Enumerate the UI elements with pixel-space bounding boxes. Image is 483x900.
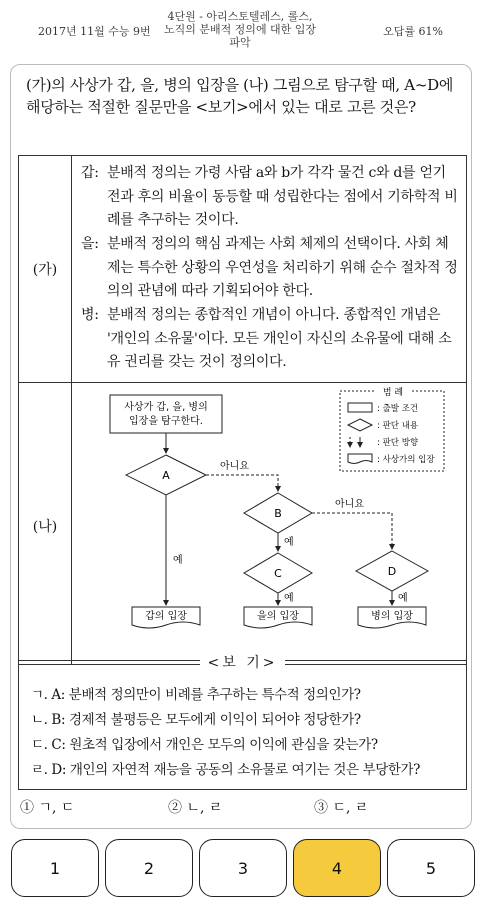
no-label: 아니요 [220, 461, 249, 472]
node-b-label: B [274, 507, 282, 520]
answer-button-2[interactable]: 2 [105, 839, 193, 897]
yes-label: 예 [398, 593, 408, 604]
unit-title-line: 4단원 - 아리스토텔레스, 롤스, [167, 10, 313, 23]
answer-button-4[interactable]: 4 [293, 839, 381, 897]
bogi-box [18, 655, 467, 790]
legend-dir-label: : 판단 방향 [377, 438, 419, 448]
result-eul-label: 을의 입장 [257, 611, 299, 622]
error-rate: 오답률 61% [383, 25, 443, 38]
speaker-label: 을: [81, 236, 99, 252]
bogi-item: ㄴ. B: 경제적 불평등은 모두에게 이익이 되어야 정당한가? [31, 712, 361, 728]
no-label: 아니요 [335, 499, 364, 510]
question-text: (가)의 사상가 갑, 을, 병의 입장을 (나) 그림으로 탐구할 때, A~D에 해당하는 적절한 질문만을 <보기>에서 있는 대로 고른 것은? [26, 76, 454, 116]
statement-eul [81, 233, 461, 304]
yes-label: 예 [173, 555, 183, 566]
statement-text: 분배적 정의는 가령 사람 a와 b가 각각 물건 c와 d를 얻기 전과 후의 비율이 동등할 때 성립한다는 점에서 기하학적 비례를 추구하는 것이다. [107, 165, 458, 228]
start-text-1: 사상가 갑, 을, 병의 [124, 402, 208, 413]
answer-button-3[interactable]: 3 [199, 839, 287, 897]
header-bar [0, 0, 483, 60]
yes-label: 예 [284, 593, 294, 604]
label-na: (나) [32, 519, 58, 535]
label-ga: (가) [32, 262, 58, 278]
statement-text: 분배적 정의는 종합적인 개념이 아니다. 종합적인 개념은 '개인의 소유물'이다. 모든 개인이 자신의 소유물에 대해 소유 권리를 갖는 것이 정의이다. [107, 307, 452, 370]
legend-judge-label: : 판단 내용 [377, 421, 419, 431]
unit-title [150, 10, 330, 49]
arrow [206, 475, 278, 491]
passage-box [18, 155, 467, 665]
statement-gap [81, 162, 461, 233]
bogi-item: ㄹ. D: 개인의 자연적 재능을 공동의 소유물로 여기는 것은 부당한가? [31, 762, 420, 778]
unit-title-line: 노직의 분배적 정의에 대한 입장 [163, 23, 317, 36]
yes-label: 예 [284, 537, 294, 548]
result-gap-label: 갑의 입장 [145, 611, 187, 622]
answer-button-5[interactable]: 5 [387, 839, 475, 897]
legend-pos-label: : 사상가의 입장 [377, 455, 435, 465]
start-text-2: 입장을 탐구한다. [129, 416, 203, 427]
unit-title-line: 파악 [229, 36, 251, 49]
statement-text: 분배적 정의의 핵심 과제는 사회 체제의 선택이다. 사회 체제는 특수한 상황의 우연성을 처리하기 위해 순수 절차적 정의의 관념에 따라 기획되어야 한다. [107, 236, 458, 299]
speaker-label: 병: [81, 307, 99, 323]
choice-1: ① ㄱ, ㄷ [20, 800, 75, 816]
choice-2: ② ㄴ, ㄹ [168, 800, 223, 816]
node-d-label: D [387, 565, 397, 578]
legend-start-icon [348, 403, 372, 412]
bogi-item: ㄷ. C: 원초적 입장에서 개인은 모두의 이익에 관심을 갖는가? [31, 737, 378, 753]
choice-3: ③ ㄷ, ㄹ [314, 800, 369, 816]
node-c-label: C [274, 567, 282, 580]
arrow [312, 513, 392, 549]
node-a-label: A [162, 469, 170, 482]
bogi-item: ㄱ. A: 분배적 정의만이 비례를 추구하는 특수적 정의인가? [31, 687, 361, 703]
flowchart [72, 383, 466, 664]
statement-byeong [81, 304, 461, 375]
answer-button-1[interactable]: 1 [11, 839, 99, 897]
bogi-title: <보 기> [200, 655, 286, 671]
legend-title: 범 례 [382, 388, 404, 398]
speaker-label: 갑: [81, 165, 99, 181]
exam-info: 2017년 11월 수능 9번 [38, 25, 151, 38]
legend-start-label: : 출발 조건 [377, 404, 419, 414]
result-byeong-label: 병의 입장 [371, 611, 413, 622]
start-box [110, 395, 222, 433]
